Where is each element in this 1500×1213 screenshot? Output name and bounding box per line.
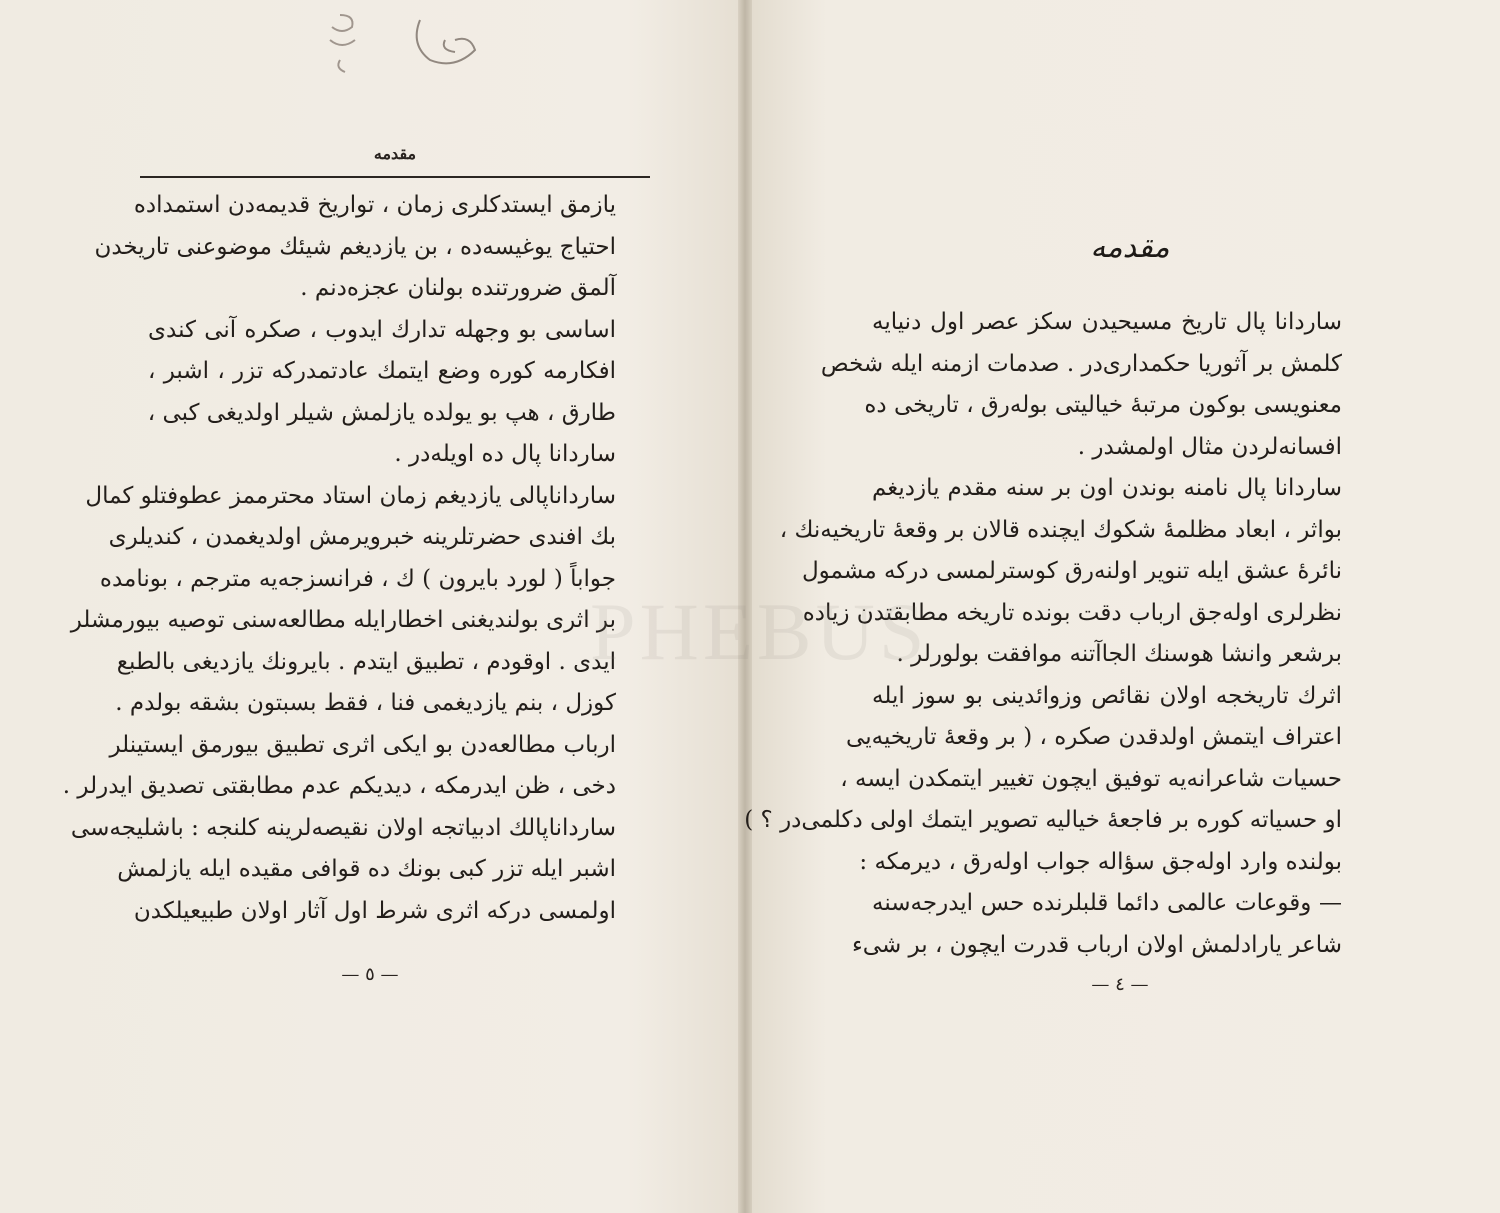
- text-line: طارق ، هپ بو یولده یازلمش شیلر اولدیغی کبی ،: [147, 399, 616, 426]
- text-line: — وقوعات عالمی دائما قلبلرنده حس ایدرجه‌سنه: [872, 890, 1342, 916]
- text-line: اشبر ایله تزر کبی بونك ده قوافی مقیده ایله یازلمش: [117, 856, 616, 882]
- text-line: ساردانا پال نامنه بوندن اون بر سنه مقدم یازدیغم: [872, 475, 1342, 501]
- text-line: بك افندی حضرتلرینه خبرویرمش اولدیغمدن ، کندیلری: [108, 524, 616, 550]
- text-line: دخی ، ظن ایدرمکه ، دیدیکم عدم مطابقتی تصدیق ایدرلر .: [62, 773, 616, 799]
- text-line: افکارمه کوره وضع ایتمك عادتمدرکه تزر ، اشبر ،: [148, 358, 616, 384]
- text-line: نظرلری اوله‌جق ارباب دقت بونده تاریخه مطابقتدن زیاده: [802, 599, 1342, 626]
- left-page-number: — ٥ —: [341, 964, 399, 985]
- text-line: حسیات شاعرانه‌یه توفیق ایچون تغییر ایتمکدن ایسه ،: [840, 765, 1342, 792]
- left-page-header: [140, 140, 650, 178]
- text-line: کلمش بر آثوریا حکمداری‌در . صدمات ازمنه ایله شخص: [820, 350, 1342, 377]
- text-line: برشعر وانشا هوسنك الجاآتنه موافقت بولورلر .: [896, 641, 1342, 667]
- text-line: اساسی بو وجهله تدارك ایدوب ، صکره آنی کندی: [148, 316, 616, 343]
- running-head: مقدمه: [373, 144, 417, 163]
- text-line: ساردانا پال تاریخ مسیحیدن سکز عصر اول دنیایه: [872, 309, 1342, 335]
- right-page-number: — ٤ —: [1091, 974, 1149, 995]
- text-line: افسانه‌لردن مثال اولمشدر .: [1077, 433, 1342, 460]
- text-line: اعتراف ایتمش اولدقدن صکره ، ( بر وقعهٔ تاریخیه‌یی: [846, 724, 1342, 750]
- text-line: جواباً ( لورد بایرون ) ك ، فرانسزجه‌یه مترجم ، بونامده: [99, 565, 616, 592]
- text-line: بواثر ، ابعاد مظلمهٔ شکوك ایچنده قالان بر وقعهٔ تاریخیه‌نك ،: [779, 516, 1342, 543]
- text-line: سارداناپالك ادبیاتجه اولان نقیصه‌لرینه کلنجه : باشلیجه‌سی: [70, 814, 616, 841]
- left-page-text: [62, 185, 616, 932]
- text-line: بولنده وارد اوله‌جق سؤاله جواب اولەرق ، دیرمکه :: [859, 848, 1342, 875]
- text-line: سارداناپالی یازدیغم زمان استاد محترممز عطوفتلو کمال: [85, 482, 616, 509]
- text-line: معنویسی بوکون مرتبهٔ خیالیتی بولەرق ، تاریخی ده: [864, 392, 1342, 418]
- watermark: PHEBUS: [590, 586, 929, 677]
- text-line: شاعر یارادلمش اولان ارباب قدرت ایچون ، بر شیء: [851, 931, 1342, 958]
- text-line: احتیاج یوغیسه‌ده ، بن یازدیغم شیئك موضوعنی تاریخدن: [94, 233, 616, 260]
- text-line: اثرك تاریخجه اولان نقائص وزوائدینی بو سوز ایله: [872, 682, 1342, 709]
- text-line: ساردانا پال ده اویله‌در .: [394, 441, 616, 467]
- handwritten-pencil-note: [300, 0, 500, 90]
- text-line: ایدی . اوقودم ، تطبیق ایتدم . بایرونك یازدیغی بالطبع: [116, 648, 616, 675]
- text-line: آلمق ضرورتنده بولنان عجزه‌دنم .: [300, 275, 616, 301]
- text-line: نائرهٔ عشق ایله تنویر اولنەرق کوسترلمسی درکه مشمول: [801, 558, 1342, 584]
- text-line: اولمسی درکه اثری شرط اول آثار اولان طبیعیلکدن: [133, 897, 616, 924]
- text-line: کوزل ، بنم یازدیغمی فنا ، فقط بسبتون بشقه بولدم .: [115, 690, 616, 716]
- text-line: یازمق ایستدکلری زمان ، تواریخ قدیمه‌دن استمداده: [133, 192, 616, 218]
- preface-heading: مقدمه: [1090, 230, 1170, 265]
- text-line: او حسیاته کوره بر فاجعهٔ خیالیه تصویر ایتمك اولی دکلمی‌در ؟ ): [744, 807, 1342, 833]
- text-line: ارباب مطالعه‌دن بو ایکی اثری تطبیق بیورمق ایستینلر: [109, 731, 616, 758]
- text-line: بر اثری بولندیغنی اخطارایله مطالعه‌سنی توصیه بیورمشلر: [70, 607, 616, 633]
